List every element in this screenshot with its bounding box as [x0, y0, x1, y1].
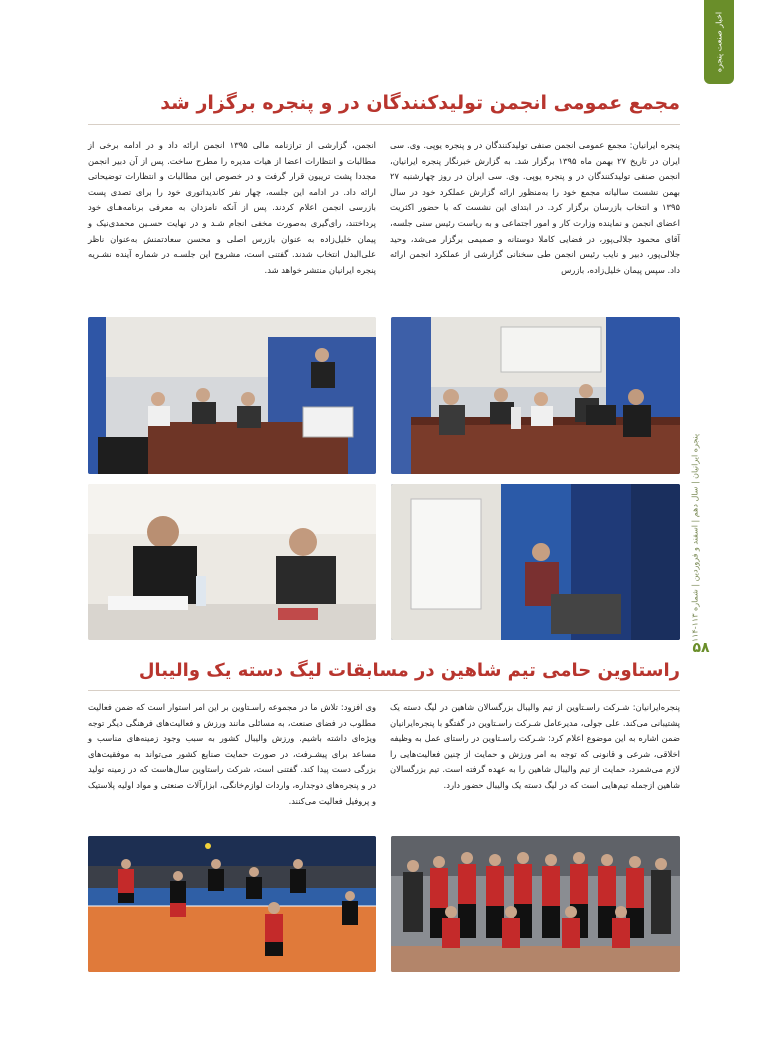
photo-meeting-panel-left	[88, 317, 376, 474]
photo-volleyball-match	[88, 836, 376, 972]
article2-text-right: پنجره‌ایرانیان: شـرکت راسـتاوین از تیم والیبال بزرگسالان شاهین در لیگ دسته یک پشتیبانی می‌کند. علی جولی، مدیرعامل شـرکت راسـتاوین در گفتگو با پنجره‌ایرانیان ضمن اشاره به این موضوع اعلام کرد: شـرکت راسـتاوین در راستای عمل به وظیفه اخلاقی، شرعی و قانونی که توجه به امر ورزش و حمایت از چنین فعالیت‌هایی را لازم می‌شمرد، حمایت از تیم والیبال شاهین را به عهده گرفته است. تیم بزرگسالان شاهین ازجمله تیم‌هایی است که در لیگ دسته یک والیبال حضور دارد.	[390, 702, 680, 790]
article2-title: راستاوین حامی تیم شاهین در مسابقات لیگ دسته یک والیبال	[138, 660, 680, 681]
page-number: ۵۸	[692, 640, 710, 656]
photo-two-members-seated	[88, 484, 376, 640]
divider	[88, 690, 680, 691]
article2-column-right	[390, 700, 680, 830]
article1-column-right	[390, 138, 680, 304]
article1-column-left	[88, 138, 376, 304]
article1-text-right: پنجره ایرانیان: مجمع عمومی انجمن صنفی تولیدکنندگان در و پنجره یوپی. وی. سی ایران در تاریخ ۲۷ بهمن ماه ۱۳۹۵ برگزار شد. به گزارش خبرنگار پنجره ایرانیان، انجمن صنفی تولیدکنندگان در و پنجره یوپی. وی. سی ایران در روز چهارشنبه ۲۷ بهمن نشست سالیانه مجمع خود را به‌منظور ارائه گزارش عملکرد خود در سال ۱۳۹۵ و انتخاب بازرسان برگزار کرد. در ابتدای این نشست که با حضور اکثریت اعضای انجمن و نماینده وزارت کار و امور اجتماعی و به ریاست رئیس سنی جلسه، آقای محمود جلالی‌پور، در فضایی کاملا دوستانه و صمیمی برگزار می‌شد، وحید جلالی‌پور، دبیر و نایب رئیس انجمن طی سخنانی گزارشی از عملکرد انجمن ارائه داد. سپس پیمان خلیل‌زاده، بازرس	[390, 140, 681, 275]
article2-text-left: وی افزود: تلاش ما در مجموعه راسـتاوین بر این امر استوار است که ضمن فعالیت مطلوب در فضای صنعت، به مسائلی مانند ورزش و فعالیت‌های فرهنگی دیگر توجه ویژه‌ای داشته باشیم. ورزش والیبال کشور به سبب وجود زمینه‌های مناسب و مساعد برای پیشـرفت، در صورت حمایت صنایع کشور می‌تواند به موفقیت‌های بزرگی دست پیدا کند. گفتنی است، شرکت راستاوین سال‌هاست که در زمینه تولید در و پنجره‌های دوجداره، واردات لوازم‌خانگی، ابزارآلات صنعتی و مواد اولیه پلاستیک و پروفیل فعالیت می‌کنند.	[88, 702, 376, 806]
issue-strip	[684, 420, 706, 656]
article2-column-left	[88, 700, 376, 830]
photo-speaker-podium	[391, 484, 680, 640]
photo-meeting-panel-right	[391, 317, 680, 474]
section-tab	[704, 0, 734, 84]
issue-strip-label: پنجره ایرانیان | سال دهم | اسفند و فروردین | شماره ۱۱۳-۱۱۴	[690, 433, 700, 643]
photo-volleyball-team	[391, 836, 680, 972]
article1-text-left: انجمن، گزارشی از ترازنامه مالی ۱۳۹۵ انجمن ارائه داد و در ادامه برخی از مطالبات و انتظارات اعضا از هیات مدیره را مطرح ساخت. پس از آن دبیر انجمن مجددا پشت تریبون قرار گرفت و در خصوص این مطالبات و انتظارات توضیحاتی ارائه داد. در ادامه این جلسه، چهار نفر کاندیداتوری خود را برای تصدی پست بازرسی انجمن اعلام کردند. پس از آنکه نامزدان به معرفی برنامه‌هـای خود پرداختند، رای‌گیری به‌صورت مخفی انجام شـد و در نهایت حسـین محمدی‌نیک و پیمان خلیل‌زاده به عنوان بازرس اصلی و محسن سعادتمنش به‌عنوان ناظر علی‌البدل انتخاب شدند. گفتنی است، مشروح این جلسـه در شماره آینده نشـریه پنجره ایرانیان منتشر خواهد شد.	[88, 140, 376, 275]
article1-title: مجمع عمومی انجمن تولیدکنندگان در و پنجره برگزار شد	[160, 92, 680, 114]
section-tab-label: اخبار صنعت پنجره	[714, 11, 724, 73]
divider	[88, 124, 680, 125]
